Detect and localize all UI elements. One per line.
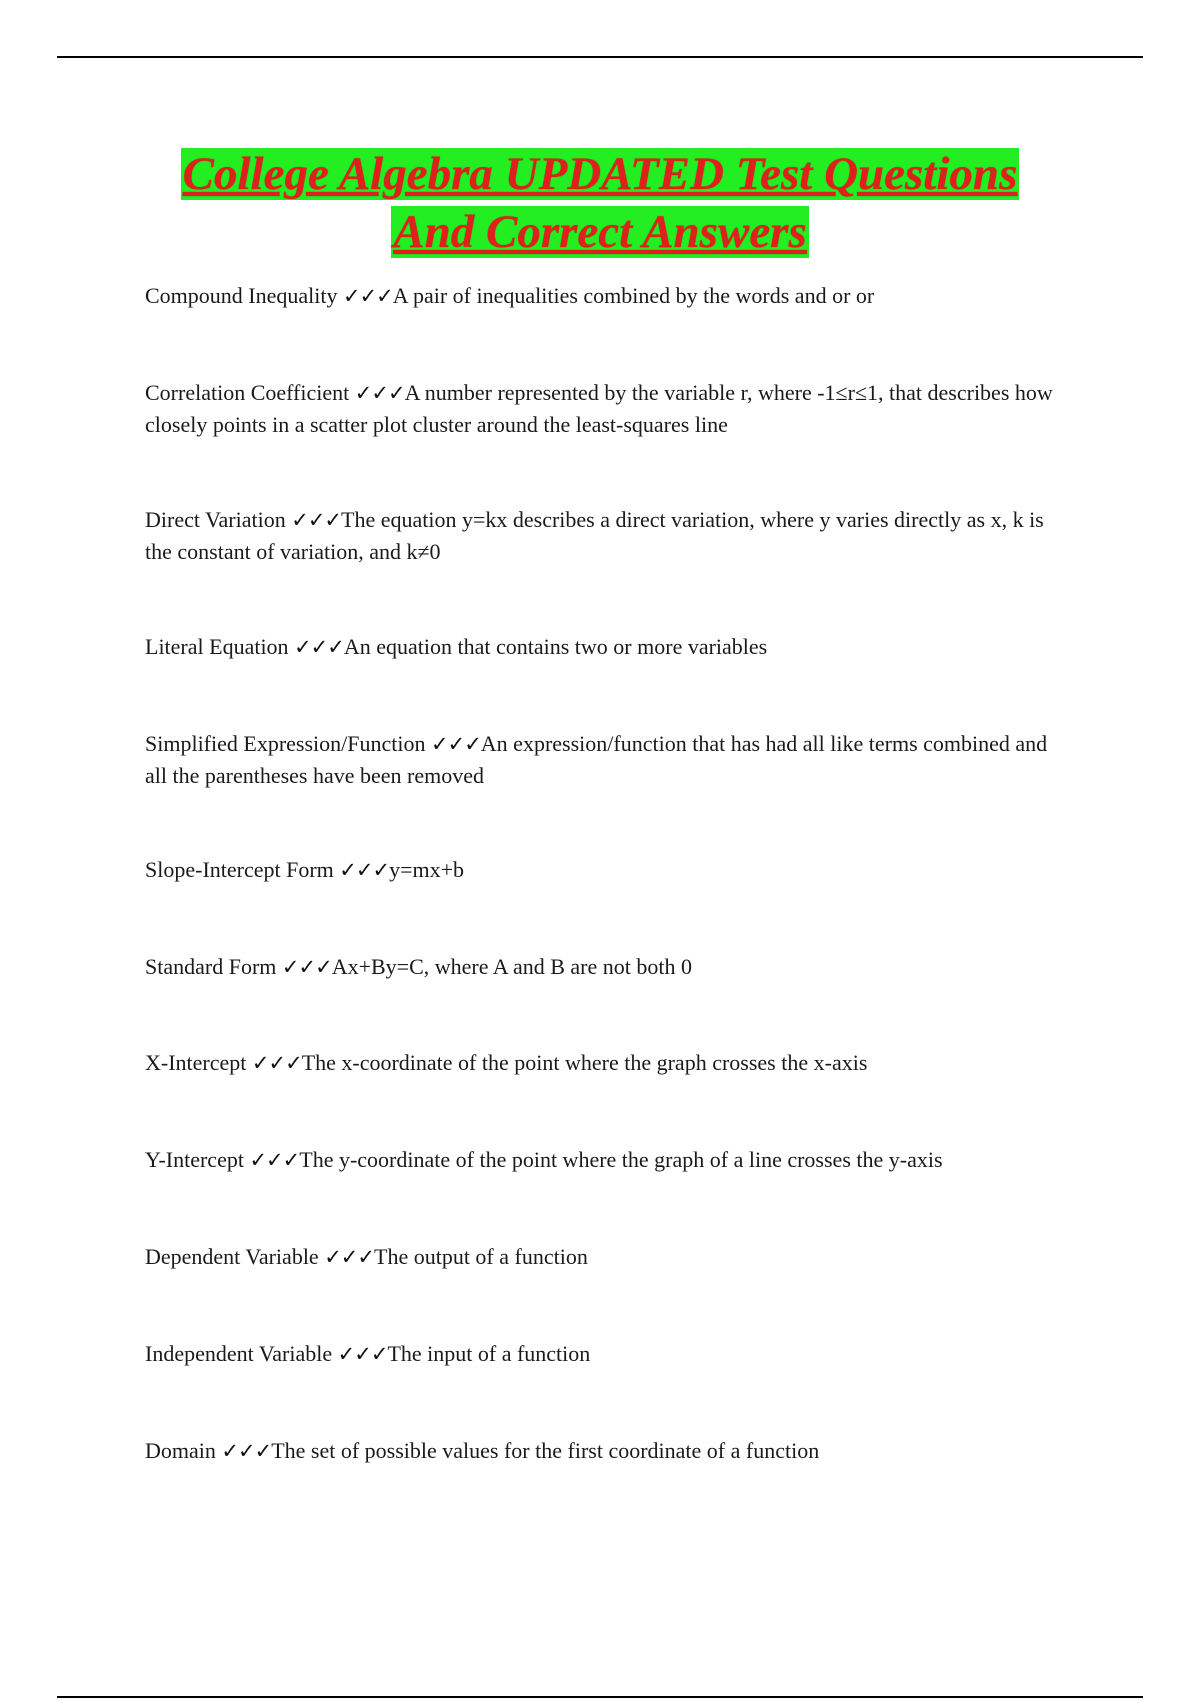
- checkmark-icon: ✓✓✓: [221, 1439, 272, 1463]
- entry-definition: The set of possible values for the first coordinate of a function: [271, 1438, 820, 1463]
- entry-term: Independent Variable: [145, 1341, 333, 1366]
- entry-definition: The y-coordinate of the point where the graph of a line crosses the y-axis: [299, 1147, 943, 1172]
- entry-definition: The equation y=kx describes a direct variation, where y varies directly as x, k is the constant of variation, and k≠0: [145, 507, 1044, 564]
- entry-term: Y-Intercept: [145, 1147, 244, 1172]
- entry-term: X-Intercept: [145, 1050, 247, 1075]
- entry-term: Compound Inequality: [145, 283, 338, 308]
- list-item: [145, 280, 1065, 312]
- checkmark-icon: ✓✓✓: [281, 955, 332, 979]
- list-item: [145, 504, 1065, 567]
- checkmark-icon: ✓✓✓: [339, 858, 390, 882]
- entry-definition: The x-coordinate of the point where the graph crosses the x-axis: [301, 1050, 868, 1075]
- checkmark-icon: ✓✓✓: [342, 284, 393, 308]
- entry-term: Correlation Coefficient: [145, 380, 350, 405]
- entry-term: Literal Equation: [145, 634, 289, 659]
- title-line-2: And Correct Answers: [393, 206, 807, 258]
- document-title: [100, 145, 1100, 261]
- entry-term: Standard Form: [145, 954, 277, 979]
- checkmark-icon: ✓✓✓: [431, 732, 481, 756]
- title-line-1: College Algebra UPDATED Test Questions: [182, 148, 1018, 200]
- entry-term: Slope-Intercept Form: [145, 857, 334, 882]
- list-item: [145, 1435, 1065, 1467]
- top-rule: [57, 56, 1143, 58]
- entry-term: Simplified Expression/Function: [145, 731, 426, 756]
- entry-definition: A pair of inequalities combined by the words and or or: [392, 283, 875, 308]
- list-item: [145, 1241, 1065, 1273]
- entry-definition: Ax+By=C, where A and B are not both 0: [331, 954, 692, 979]
- list-item: [145, 631, 1065, 663]
- entry-definition: The input of a function: [387, 1341, 591, 1366]
- entry-term: Direct Variation: [145, 507, 286, 532]
- checkmark-icon: ✓✓✓: [291, 508, 342, 532]
- entry-definition: An equation that contains two or more variables: [343, 634, 768, 659]
- entry-term: Dependent Variable: [145, 1244, 319, 1269]
- entry-term: Domain: [145, 1438, 216, 1463]
- list-item: [145, 728, 1065, 791]
- checkmark-icon: ✓✓✓: [324, 1245, 374, 1269]
- entry-definition: The output of a function: [374, 1244, 588, 1269]
- checkmark-icon: ✓✓✓: [251, 1051, 302, 1075]
- list-item: [145, 1144, 1065, 1176]
- entry-definition: An expression/function that has had all like terms combined and all the parentheses have been removed: [145, 731, 1048, 788]
- checkmark-icon: ✓✓✓: [354, 381, 405, 405]
- list-item: [145, 1338, 1065, 1370]
- checkmark-icon: ✓✓✓: [337, 1342, 388, 1366]
- list-item: [145, 951, 1065, 983]
- list-item: [145, 854, 1065, 886]
- entry-definition: A number represented by the variable r, where -1≤r≤1, that describes how closely points in a scatter plot cluster around the least-squares line: [145, 380, 1053, 437]
- list-item: [145, 377, 1065, 440]
- checkmark-icon: ✓✓✓: [294, 635, 344, 659]
- list-item: [145, 1047, 1065, 1079]
- bottom-rule: [57, 1696, 1143, 1698]
- entry-definition: y=mx+b: [389, 857, 465, 882]
- checkmark-icon: ✓✓✓: [249, 1148, 300, 1172]
